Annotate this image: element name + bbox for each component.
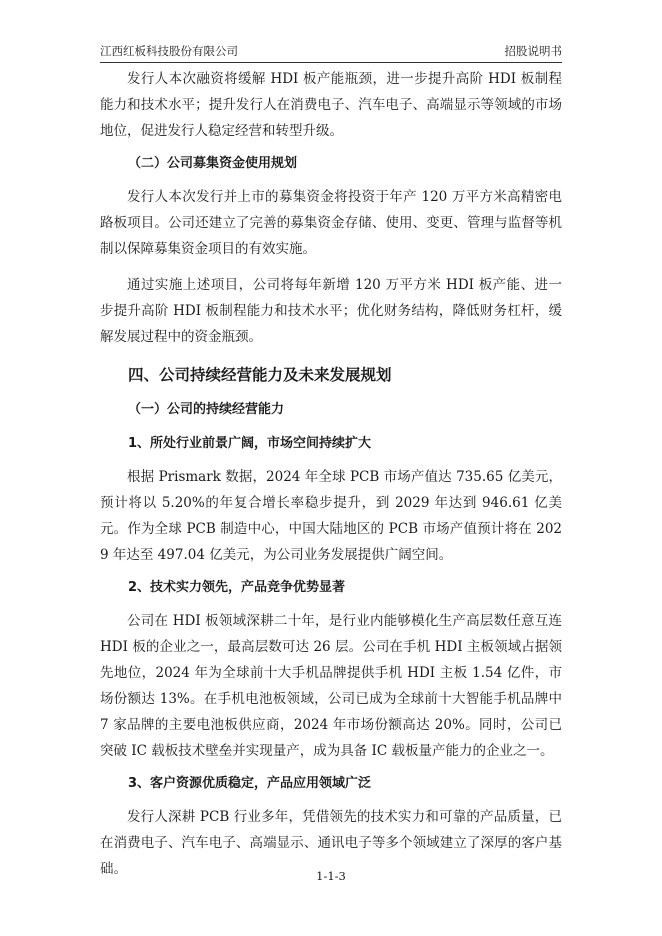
paragraph-financing-impact: 发行人本次融资将缓解 HDI 板产能瓶颈，进一步提升高阶 HDI 板制程能力和技术水平；提升发行人在消费电子、汽车电子、高端显示等领域的市场地位，促进发行人稳定经营和转型升级。 [100,71,562,139]
paragraph-customer-base: 发行人深耕 PCB 行业多年，凭借领先的技术实力和可靠的产品质量，已在消费电子、汽车电子、高端显示、通讯电子等多个领域建立了深厚的客户基础。 [100,809,562,877]
paragraph-market-data: 根据 Prismark 数据，2024 年全球 PCB 市场产值达 735.65 亿美元，预计将以 5.20%的年复合增长率稳步提升，到 2029 年达到 946.61 亿美元。作为全球 PCB 制造中心，中国大陆地区的 PCB 市场产值预计将在 2029 年达至 497.04 亿美元，为公司业务发展提供广阔空间。 [100,469,562,563]
paragraph-fund-investment: 发行人本次发行并上市的募集资金将投资于年产 120 万平方米高精密电路板项目。公司还建立了完善的募集资金存储、使用、变更、管理与监督等机制以保障募集资金项目的有效实施。 [100,189,562,257]
header-company-name: 江西红板科技股份有限公司 [100,44,238,58]
paragraph-project-benefits: 通过实施上述项目，公司将每年新增 120 万平方米 HDI 板产能、进一步提升高阶 HDI 板制程能力和技术水平；优化财务结构，降低财务杠杆，缓解发展过程中的资金瓶颈。 [100,277,562,345]
header-document-type: 招股说明书 [504,44,562,58]
heading-section-four: 四、公司持续经营能力及未来发展规划 [128,366,392,384]
heading-sustainable-operation: （一）公司的持续经营能力 [128,402,285,417]
heading-technical-strength: 2、技术实力领先，产品竞争优势显著 [128,580,346,595]
paragraph-technical-details: 公司在 HDI 板领域深耕二十年，是行业内能够模化生产高层数任意互连 HDI 板的企业之一，最高层数可达 26 层。公司在手机 HDI 主板领域占据领先地位，2024 年为全球前十大手机品牌提供手机 HDI 主板 1.54 亿件，市场份额达 13%。在手机电池板领域，公司已成为全球前十大智能手机品牌中 7 家品牌的主要电池板供应商，2024 年市场份额高达 20%。同时，公司已突破 IC 载板技术壁垒并实现量产，成为具备 IC 载板量产能力的企业之一。 [100,613,562,759]
page-header [100,40,562,63]
heading-customer-resources: 3、客户资源优质稳定，产品应用领域广泛 [128,776,372,791]
heading-fund-usage-plan: （二）公司募集资金使用规划 [128,156,298,171]
heading-industry-prospects: 1、所处行业前景广阔，市场空间持续扩大 [128,436,372,451]
page-number: 1-1-3 [316,869,346,883]
page-content [100,66,562,882]
